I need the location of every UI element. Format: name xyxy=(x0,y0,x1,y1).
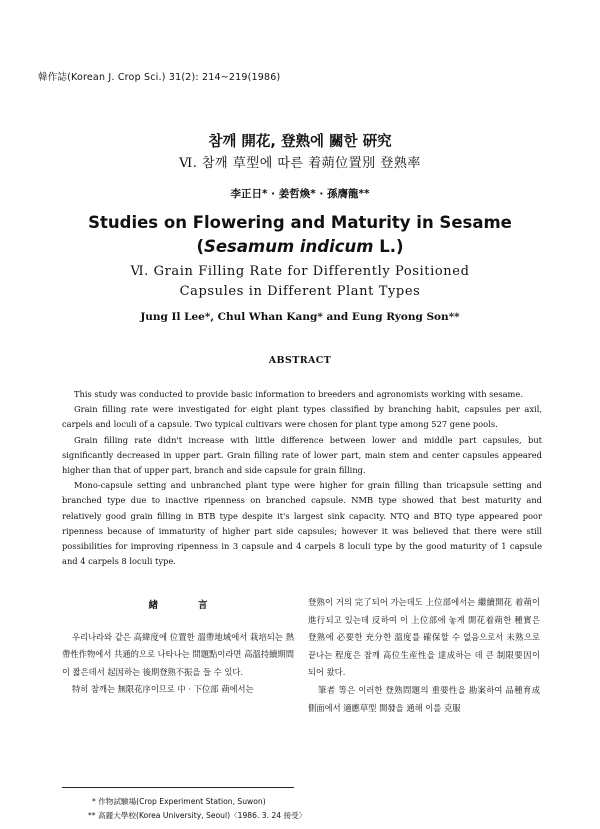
footnote-1: * 作物試驗場(Crop Experiment Station, Suwon) xyxy=(92,797,266,806)
introduction-heading: 緖言 xyxy=(148,600,248,611)
intro-left-column xyxy=(62,594,294,699)
intro-paragraph: 筆者 等은 이러한 登熟問題의 重要性을 勘案하여 品種育成 側面에서 適應草型 開發을 通해 이를 克服 xyxy=(308,684,540,713)
korean-subtitle: Ⅵ. 참깨 草型에 따른 着蒴位置別 登熟率 xyxy=(179,156,421,171)
title-species-suffix: L.) xyxy=(373,237,404,256)
english-authors: Jung Il Lee*, Chul Whan Kang* and Eung Ryong Son** xyxy=(140,311,460,323)
abstract-paragraph: This study was conducted to provide basic information to breeders and agronomists working with sesame. xyxy=(74,389,523,399)
intro-paragraph: 登熟이 거의 完了되어 가는데도 上位部에서는 繼續開花 着蒴이 進行되고 있는데 反하여 이 上位部에 놓게 開花着蒴한 種實은 登熟에 必要한 充分한 溫度를 確保할 수 없음으로서 未熟으로 끝나는 程度은 참깨 高位生産性을 達成하는 데 큰 制限要因이 되어 왔다. xyxy=(308,597,540,678)
korean-authors: 李正日* · 姜哲煥* · 孫膺龍** xyxy=(230,188,370,200)
english-subtitle xyxy=(0,262,600,302)
english-title xyxy=(0,211,600,259)
english-title-line1: Studies on Flowering and Maturity in Sesame xyxy=(88,213,512,232)
english-subtitle-line1: Ⅵ. Grain Filling Rate for Differently Positioned xyxy=(130,264,470,279)
abstract-paragraph: Grain filling rate were investigated for eight plant types classified by branching habit, capsules per axil, carpels and loculi of a capsule. Two typical cultivars were chosen for plant type among 527 gene pools. xyxy=(62,404,542,430)
korean-title: 참깨 開花, 登熟에 關한 硏究 xyxy=(208,134,392,150)
abstract-heading: ABSTRACT xyxy=(268,355,332,366)
abstract-paragraph: Grain filling rate didn't increase with little difference between lower and middle part capsules, but significantly decreased in upper part. Grain filling rate of lower part, main stem and center capsules appeared higher than that of upper part, branch and side capsule for grain filling. xyxy=(62,434,542,476)
footnote-2: ** 高麗大學校(Korea University, Seoul)〈1986. 3. 24 接受〉 xyxy=(88,811,307,820)
intro-paragraph: 우리나라와 같은 高緯度에 位置한 溫帶地域에서 栽培되는 熱帶性作物에서 共通的으로 나타나는 問題點이라면 高溫持續期間이 짧은데서 起因하는 後期登熟不振을 들 수 있다. xyxy=(62,631,294,677)
journal-citation-header: 韓作誌(Korean J. Crop Sci.) 31(2): 214~219(1986) xyxy=(38,72,281,83)
abstract-body xyxy=(62,387,542,569)
species-name: Sesamum indicum xyxy=(203,237,374,256)
footnote-divider xyxy=(62,787,294,788)
intro-right-column xyxy=(308,594,540,717)
english-title-line2 xyxy=(0,235,600,259)
intro-paragraph: 特히 참깨는 無限花序이므로 中 · 下位部 蒴에서는 xyxy=(72,684,254,695)
title-paren-open: ( xyxy=(196,237,204,256)
abstract-paragraph: Mono-capsule setting and unbranched plant type were higher for grain filling than tricapsule setting and branched type due to inactive ripenness on branched capsule. NMB type showed that best maturity and relatively good grain filling in BTB type despite it's largest sink capacity. NTQ and BTQ type appeared poor ripenness because of immaturity of higher part side capsules; however it was believed that there were still possibilities for improving ripenness in 3 capsule and 4 carpels 8 loculi type by the good maturity of 1 capsule and 4 carpels 8 loculi type. xyxy=(62,480,542,567)
english-subtitle-line2: Capsules in Different Plant Types xyxy=(179,284,421,299)
